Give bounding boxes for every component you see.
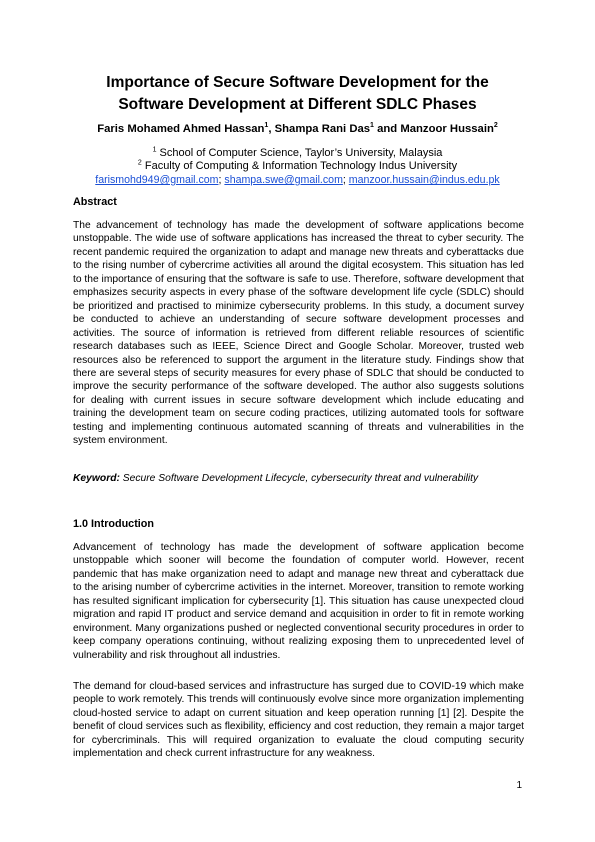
- email-list: [40, 174, 555, 187]
- page-number: 1: [516, 780, 522, 791]
- section-heading: 1.0 Introduction: [73, 518, 154, 530]
- abstract-text: The advancement of technology has made the development of software applications become unstoppable. The wide use of software applications has increased the threat to cyber security. The recent pandemic required the organization to adapt and manage new threats and cyberattacks due to the rising number of cybercrime activities all around the digital ecosystem. This situation has led to the importance of ensuring that the software is safe to use. Therefore, software development that emphasizes security aspects in every phase of the software development life cycle (SDLC) should be prioritized and practised to minimize cybersecurity problems. In this study, a document survey be conducted to achieve an understanding of secure software development processes and activities. The source of information is retrieved from different reliable resources of scientific research databases such as IEEE, Science Direct and Google Scholar. Moreover, trusted web resources also be referenced to support the argument in the literature study. Findings show that there are several steps of security measures for every phase of SDLC that should be conducted to improve the security performance of the software developed. The author also suggests solutions for dealing with current issues in secure software development which include educating and training the development team on secure coding practices, utilizing automated tools for software testing and implementing continuous automated scanning of threats and vulnerabilities in the system environment.: [73, 220, 524, 447]
- email-separator: ;: [342, 174, 349, 186]
- author-affiliation-mark: 2: [493, 122, 498, 130]
- keyword-label: Keyword:: [73, 473, 120, 484]
- email-separator: ;: [218, 174, 225, 186]
- author-name: Faris Mohamed Ahmed Hassan: [97, 123, 265, 135]
- email-link[interactable]: manzoor.hussain@indus.edu.pk: [348, 174, 500, 186]
- abstract-heading: Abstract: [73, 196, 117, 208]
- paper-title: [40, 72, 555, 116]
- affiliation: [40, 147, 555, 160]
- email-link[interactable]: shampa.swe@gmail.com: [224, 174, 343, 186]
- affiliation-mark: 1: [152, 146, 157, 154]
- author-list: [40, 122, 555, 136]
- email-link[interactable]: farismohd949@gmail.com: [95, 174, 219, 186]
- author-affiliation-mark: 1: [370, 122, 374, 130]
- author-separator: ,: [268, 123, 275, 135]
- affiliation-text: School of Computer Science, Taylor’s University, Malaysia: [156, 147, 443, 159]
- keyword-text: Secure Software Development Lifecycle, cybersecurity threat and vulnerability: [119, 473, 479, 484]
- author-separator: and: [373, 123, 401, 135]
- author-affiliation-mark: 1: [264, 122, 269, 130]
- title-line: Software Development at Different SDLC Phases: [118, 96, 477, 113]
- affiliation: [40, 160, 555, 173]
- affiliation-text: Faculty of Computing & Information Technology Indus University: [141, 160, 458, 172]
- title-line: Importance of Secure Software Development for the: [106, 74, 489, 91]
- keywords: [73, 472, 524, 485]
- body-paragraph: The demand for cloud-based services and infrastructure has surged due to COVID-19 which make people to work remotely. This trends will continuously evolve since more organization implementing cloud-hosted service to adapt on current situation and keep operation running [1] [2]. Despite the benefit of cloud services such as flexibility, efficiency and cost reduction, they remain a major target for cybercriminals. This will required organization to evaluate the cloud computing security implementation and check current infrastructure for any weakness.: [73, 681, 524, 760]
- author-name: Manzoor Hussain: [400, 123, 494, 135]
- author-name: Shampa Rani Das: [274, 123, 371, 135]
- body-paragraph: Advancement of technology has made the development of software application become unstoppable which sooner will become the foundation of computer world. However, recent pandemic that has make organization need to adapt and manage new threat and cyberattack due to the arising number of cybercrime activities in the internet. Moreover, transition to remote working has resulted significant implication for cybersecurity [1]. This situation has cause unexpected cloud migration and rapid IT product and service demand and acquisition in order to fit in remote working environment. Many organizations pushed or neglected conventional security procedures in order to keep company operations continuing, without realizing exposing them to unprecedented level of vulnerability and risk throughout all industries.: [73, 542, 524, 661]
- affiliation-mark: 2: [137, 159, 142, 167]
